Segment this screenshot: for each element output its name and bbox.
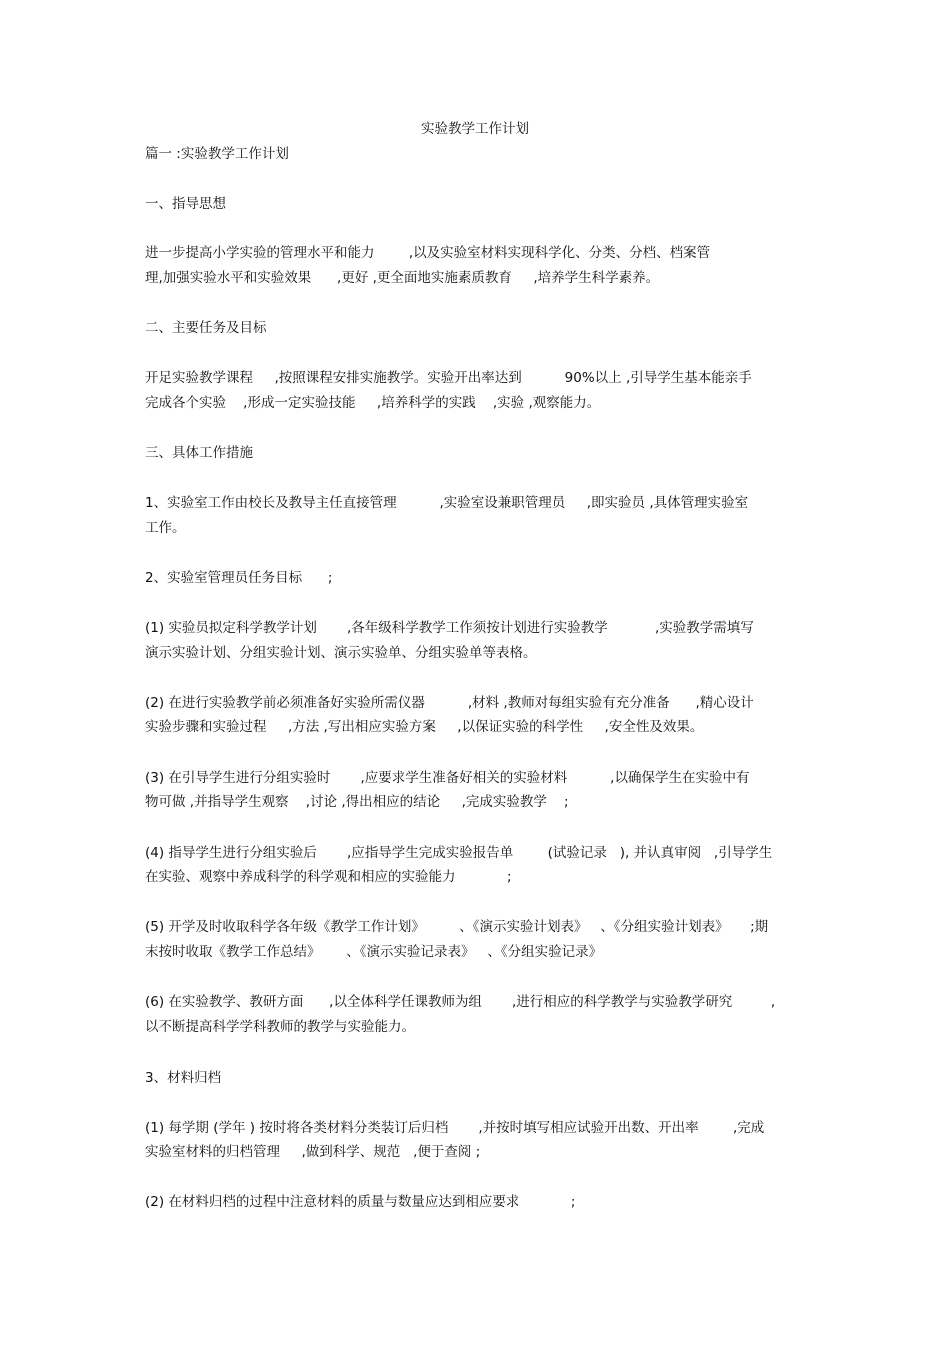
section-heading-tasks-goals: 二、主要任务及目标: [145, 320, 267, 336]
paragraph-line: 完成各个实验 ,形成一定实验技能 ,培养科学的实践 ,实验 ,观察能力。: [145, 395, 601, 411]
paragraph-line: 演示实验计划、分组实验计划、演示实验单、分组实验单等表格。: [145, 645, 537, 661]
paragraph-line: 理,加强实验水平和实验效果 ,更好 ,更全面地实施素质教育 ,培养学生科学素养。: [145, 270, 660, 286]
paragraph-line: 1、实验室工作由校长及教导主任直接管理 ,实验室设兼职管理员 ,即实验员 ,具体管理实验室: [145, 495, 749, 511]
paragraph-line: (3) 在引导学生进行分组实验时 ,应要求学生准备好相关的实验材料 ,以确保学生在实验中有: [145, 770, 750, 786]
paragraph-line: (5) 开学及时收取科学各年级《教学工作计划》 、《演示实验计划表》 、《分组实验计划表》 ;期: [145, 919, 769, 935]
section-heading-guiding-thought: 一、指导思想: [145, 196, 226, 212]
paragraph-line: 物可做 ,并指导学生观察 ,讨论 ,得出相应的结论 ,完成实验教学 ;: [145, 794, 569, 810]
paragraph-line: (2) 在进行实验教学前必须准备好实验所需仪器 ,材料 ,教师对每组实验有充分准备 ,精心设计: [145, 695, 754, 711]
paragraph-line: (4) 指导学生进行分组实验后 ,应指导学生完成实验报告单 (试验记录 ), 并认真审阅 ,引导学生: [145, 845, 773, 861]
document-title: 实验教学工作计划: [421, 121, 529, 137]
paragraph-line: (2) 在材料归档的过程中注意材料的质量与数量应达到相应要求 ;: [145, 1194, 576, 1210]
paragraph-line: 末按时收取《教学工作总结》 、《演示实验记录表》 、《分组实验记录》: [145, 944, 603, 960]
paragraph-line: (1) 每学期 (学年 ) 按时将各类材料分类装订后归档 ,并按时填写相应试验开出数、开出率 ,完成: [145, 1120, 765, 1136]
paragraph-line: 在实验、观察中养成科学的科学观和相应的实验能力 ;: [145, 869, 512, 885]
list-item-heading: 3、材料归档: [145, 1070, 222, 1086]
paragraph-line: 以不断提高科学学科教师的教学与实验能力。: [145, 1019, 415, 1035]
paragraph-line: 开足实验教学课程 ,按照课程安排实施教学。实验开出率达到 90%以上 ,引导学生基本能亲手: [145, 370, 752, 386]
paragraph-line: (1) 实验员拟定科学教学计划 ,各年级科学教学工作须按计划进行实验教学 ,实验教学需填写: [145, 620, 754, 636]
paragraph-line: 工作。: [145, 520, 186, 536]
section-heading-measures: 三、具体工作措施: [145, 445, 253, 461]
paragraph-line: 实验室材料的归档管理 ,做到科学、规范 ,便于查阅 ;: [145, 1144, 481, 1160]
document-subtitle: 篇一 :实验教学工作计划: [145, 146, 289, 162]
paragraph-line: 进一步提高小学实验的管理水平和能力 ,以及实验室材料实现科学化、分类、分档、档案管: [145, 245, 711, 261]
paragraph-line: (6) 在实验教学、教研方面 ,以全体科学任课教师为组 ,进行相应的科学教学与实验教学研究 ,: [145, 994, 776, 1010]
paragraph-line: 实验步骤和实验过程 ,方法 ,写出相应实验方案 ,以保证实验的科学性 ,安全性及效果。: [145, 719, 704, 735]
list-item-heading: 2、实验室管理员任务目标 ;: [145, 570, 333, 586]
